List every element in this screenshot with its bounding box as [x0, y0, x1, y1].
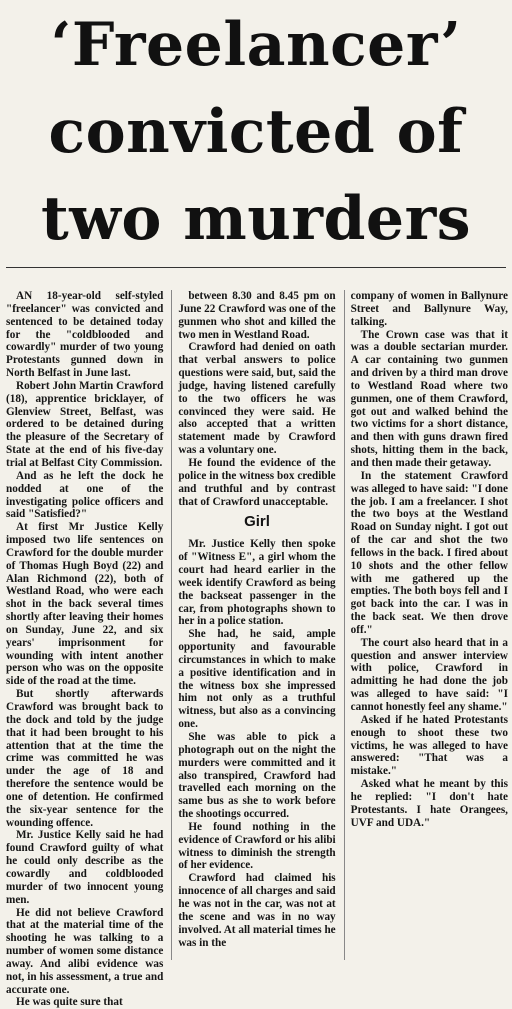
column-2-paragraph: Crawford had denied on oath that verbal answers to police questions were said, but, said the judge, having listened carefully to the two officers he was convinced they were said. He also accepted that a written statement made by Crawford was a voluntary one.	[178, 341, 336, 457]
column-1-paragraph: He was quite sure that	[16, 996, 123, 1009]
article-column-1	[6, 290, 164, 1009]
headline	[0, 0, 512, 263]
column-3-paragraph: The Crown case was that it was a double sectarian murder. A car containing two gunmen and driven by a third man drove to Westland Road where two gunmen, one of them Crawford, got out and walked behind the two victims for a short distance, and then with guns drawn fired shots, hitting them in the back, and then made their getaway.	[350, 328, 508, 469]
column-3-paragraph: company of women in Ballynure Street and Ballynure Way, talking.	[350, 290, 508, 328]
column-2-paragraph: She had, he said, ample opportunity and favourable circumstances in which to make a positive identification and in the witness box she impressed him not only as a truthful witness, but also as a convincing one.	[178, 628, 336, 731]
headline-line-2: convicted of	[48, 97, 464, 167]
article-body	[6, 290, 508, 1009]
headline-line-1: ‘Freelancer’	[50, 10, 462, 80]
column-3-paragraph: In the statement Crawford was alleged to have said: "I done the job. I am a freelancer. I shot the two boys at the Westland Road on Sunday night. I got out of the car and shot the two fellows in the back. I fired about 10 shots and the other fellow with me gathered up the empties. The both boys fell and I got back into the car. I was in the back seat. We then drove off."	[350, 469, 508, 636]
column-1-paragraph: He did not believe Crawford that at the material time of the shooting he was talking to a number of women some distance away. And alibi evidence was not, in his assessment, a true and accurate one.	[6, 906, 164, 996]
column-2-paragraph: He found nothing in the evidence of Crawford or his alibi witness to diminish the strength of her evidence.	[178, 820, 336, 872]
column-3-paragraph: The court also heard that in a question and answer interview with police, Crawford in admitting he had done the job was alleged to have said: "I cannot honestly feel any shame."	[350, 636, 508, 713]
column-2-paragraph: Crawford had claimed his innocence of all charges and said he was not in the car, was not at the scene and was in no way involved. At all material times he was in the	[178, 872, 336, 949]
column-2-paragraph: Mr. Justice Kelly then spoke of "Witness E", a girl whom the court had heard earlier in the week identify Crawford as being the backseat passenger in the car, from photographs shown to her in a police station.	[178, 538, 336, 628]
column-2-paragraph: She was able to pick a photograph out on the night the murders were committed and it also transpired, Crawford had travelled each morning on the same bus as she to work before the shootings occurred.	[178, 731, 336, 821]
article-column-3	[344, 290, 508, 960]
column-1-paragraph: At first Mr Justice Kelly imposed two life sentences on Crawford for the double murder of Thomas Hugh Boyd (22) and Alan Richmond (22), both of Westland Road, who were each shot in the back several times shortly after leaving their homes on Sunday, June 22, and six years' imprisonment for wounding with intent another person who was on the opposite side of the road at the time.	[6, 521, 164, 688]
column-3-paragraph: Asked if he hated Protestants enough to shoot these two victims, he was alleged to have answered: "That was a mistake."	[350, 713, 508, 778]
subheading: Girl	[244, 513, 270, 531]
article-column-2	[171, 290, 335, 960]
column-1-paragraph: But shortly afterwards Crawford was brought back to the dock and told by the judge that it had been brought to his attention that at the time the crime was committed he was under the age of 18 and therefore the sentence would be one of detention. He confirmed the six-year sentence for the wounding offence.	[6, 688, 164, 829]
column-1-paragraph: And as he left the dock he nodded at one of the investigating police officers and said "Satisfied?"	[6, 469, 164, 521]
column-1-paragraph: Robert John Martin Crawford (18), apprentice bricklayer, of Glenview Street, Belfast, was ordered to be detained during the pleasure of the Secretary of State at the end of his five-day trial at Belfast City Commission.	[6, 379, 164, 469]
headline-rule	[6, 267, 506, 268]
column-2-paragraph: between 8.30 and 8.45 pm on June 22 Crawford was one of the gunmen who shot and killed the two men in Westland Road.	[178, 290, 336, 341]
column-1-paragraph: Mr. Justice Kelly said he had found Crawford guilty of what he could only describe as the cowardly and coldblooded murder of two innocent young men.	[6, 829, 164, 906]
headline-line-3: two murders	[40, 184, 471, 254]
column-1-paragraph: AN 18-year-old self-styled "freelancer" was convicted and sentenced to be detained today for the "coldblooded and cowardly" murder of two young Protestants gunned down in North Belfast in June last.	[6, 290, 164, 380]
column-2-paragraph: He found the evidence of the police in the witness box credible and truthful and by contrast that of Crawford unacceptable.	[178, 456, 336, 508]
column-3-paragraph: Asked what he meant by this he replied: "I don't hate Protestants. I hate Orangees, UVF and UDA."	[350, 778, 508, 829]
